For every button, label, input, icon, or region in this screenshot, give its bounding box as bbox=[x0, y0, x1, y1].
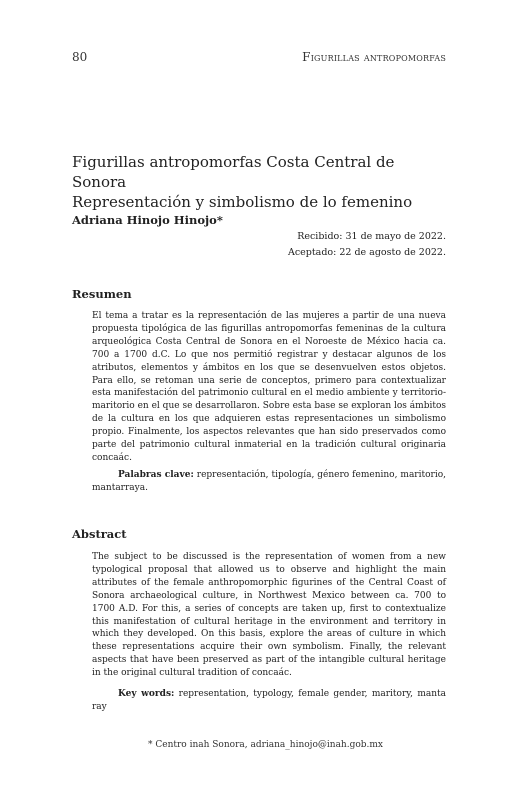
abstract-heading: Abstract bbox=[72, 527, 127, 541]
resumen-keywords bbox=[92, 469, 446, 495]
resumen-keywords-list: representación, tipología, género femenino, maritorio, mantarraya. bbox=[92, 470, 446, 493]
resumen-keywords-label: Palabras clave: bbox=[118, 470, 194, 480]
article-title bbox=[72, 152, 452, 212]
author-name: Adriana Hinojo Hinojo* bbox=[72, 213, 223, 227]
abstract-keywords-label: Key words: bbox=[118, 689, 175, 699]
dates-block bbox=[288, 229, 446, 261]
abstract-body: The subject to be discussed is the representation of women from a new typological proposal that allowed us to observe and highlight the main attributes of the female anthropomorphic figurines of the Central Coast of Sonora archaeological culture, in Northwest Mexico between ca. 700 to 1700 A.D. For this, a series of concepts are taken up, first to contextualize this manifestation of cultural heritage in the environment and territory in which they developed. On this basis, explore the areas of culture in which these representations acquire their own symbolism. Finally, the relevant aspects that have been preserved as part of the intangible cultural heritage in the original cultural tradition of concaác. bbox=[92, 552, 446, 679]
title-line-2: Representación y simbolismo de lo femenino bbox=[72, 193, 413, 211]
resumen-heading: Resumen bbox=[72, 287, 132, 301]
running-title: Figurillas antropomorfas bbox=[302, 50, 446, 64]
accepted-date: Aceptado: 22 de agosto de 2022. bbox=[287, 247, 446, 258]
abstract-keywords bbox=[92, 688, 446, 714]
resumen-body: El tema a tratar es la representación de las mujeres a partir de una nueva propuesta tipológica de las figurillas antropomorfas femeninas de la cultura arqueológica Costa Central de Sonora en el Noroeste de México hacia ca. 700 a 1700 d.C. Lo que nos permitió registrar y destacar algunos de los atributos, elementos y ámbitos en los que se desenvuelven estos objetos. Para ello, se retoman una serie de conceptos, primero para contextualizar esta manifestación del patrimonio cultural en el medio ambiente y territorio-maritorio en el que se desarrollaron. Sobre esta base se exploran los ámbitos de la cultura en los que adquieren estas representaciones un simbolismo propio. Finalmente, los aspectos relevantes que han sido preservados como parte del patrimonio cultural inmaterial en la tradición cultural originaria concaác. bbox=[92, 311, 446, 463]
page-number: 80 bbox=[72, 50, 88, 64]
abstract-keywords-list: representation, typology, female gender, maritory, manta ray bbox=[92, 689, 446, 712]
title-line-1: Figurillas antropomorfas Costa Central de Sonora bbox=[72, 153, 395, 191]
author-footnote: * Centro inah Sonora, adriana_hinojo@inah.gob.mx bbox=[148, 740, 383, 750]
received-date: Recibido: 31 de mayo de 2022. bbox=[297, 231, 446, 242]
